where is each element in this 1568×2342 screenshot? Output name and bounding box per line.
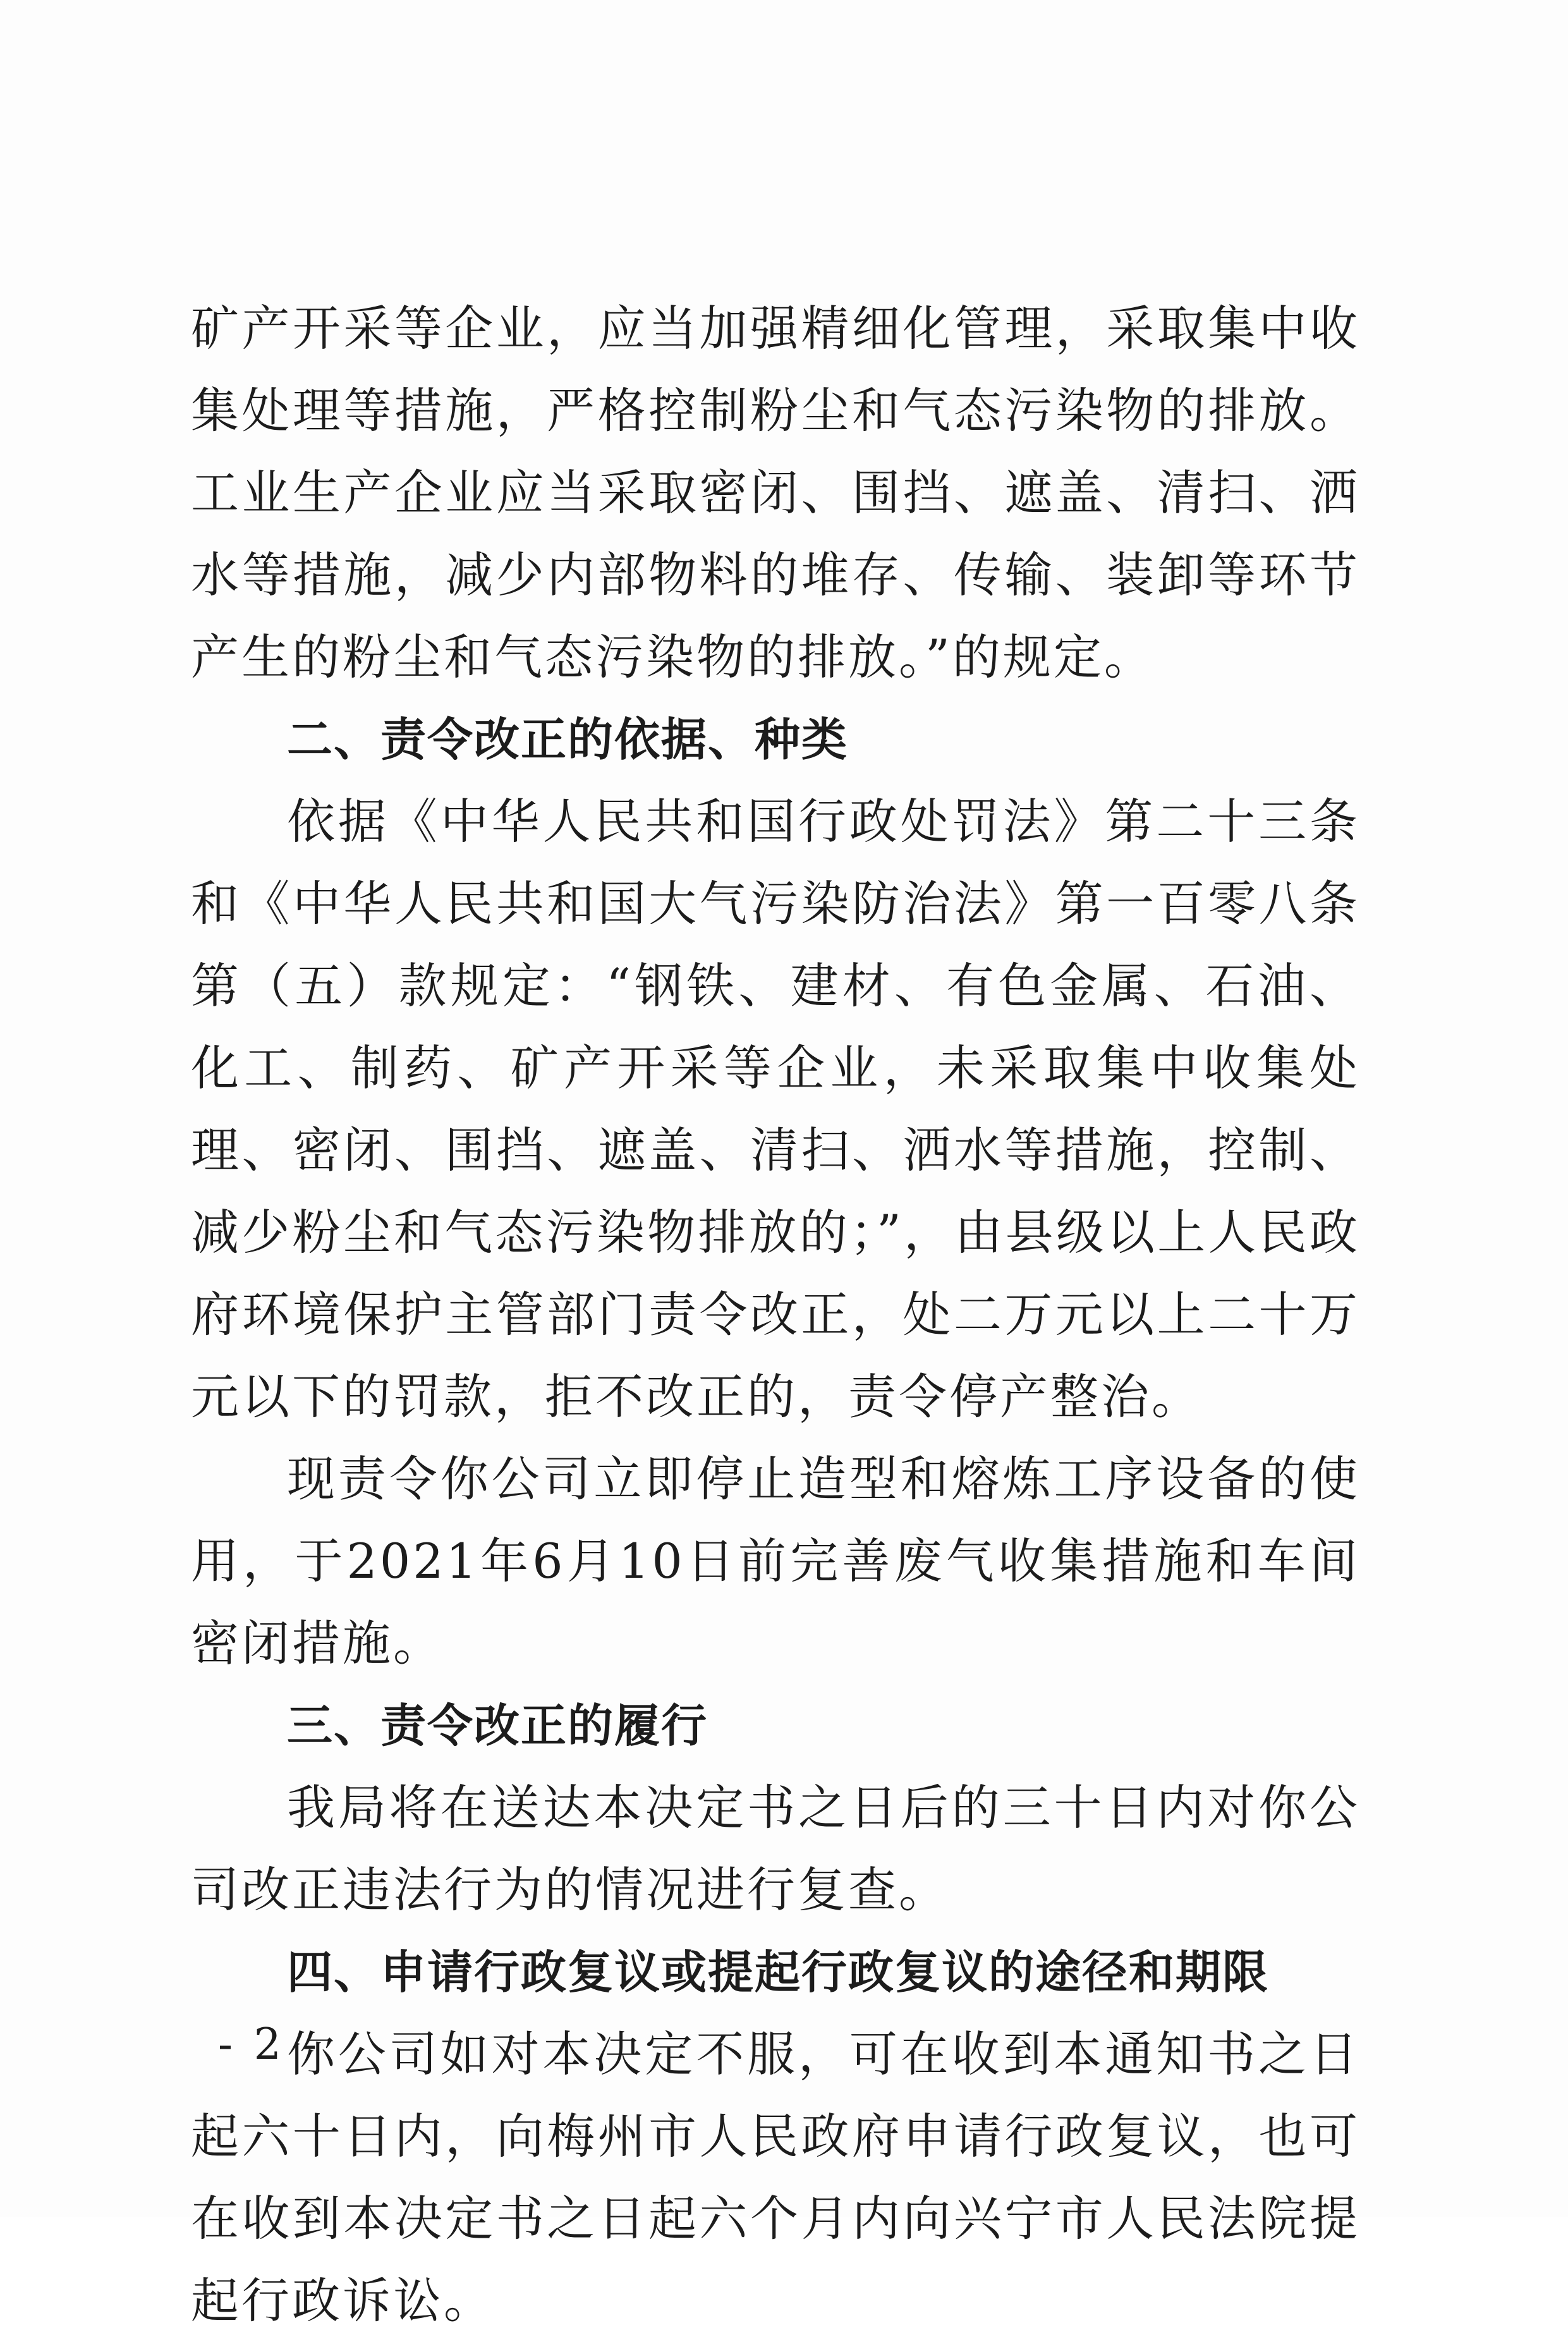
section-heading-3: 三、责令改正的履行 — [287, 1699, 708, 1752]
paragraph-continued: 矿产开采等企业，应当加强精细化管理，采取集中收集处理等措施，严格控制粉尘和气态污染物的排放。工业生产企业应当采取密闭、围挡、遮盖、清扫、洒水等措施，减少内部物料的堆存、传输、装卸等环节产生的粉尘和气态污染物的排放。”的规定。 — [191, 300, 1360, 685]
paragraph-order: 现责令你公司立即停止造型和熔炼工序设备的使用，于2021年6月10日前完善废气收集措施和车间密闭措施。 — [191, 1451, 1360, 1671]
paragraph-appeal: 你公司如对本决定不服，可在收到本通知书之日起六十日内，向梅州市人民政府申请行政复议，也可在收到本决定书之日起六个月内向兴宁市人民法院提起行政诉讼。 — [191, 2026, 1360, 2329]
paragraph-review: 我局将在送达本决定书之日后的三十日内对你公司改正违法行为的情况进行复查。 — [191, 1779, 1360, 1918]
section-heading-4: 四、申请行政复议或提起行政复议的途径和期限 — [287, 1946, 1270, 1999]
paragraph-legal-basis: 依据《中华人民共和国行政处罚法》第二十三条和《中华人民共和国大气污染防治法》第一百零八条第（五）款规定：“钢铁、建材、有色金属、石油、化工、制药、矿产开采等企业，未采取集中收集处理、密闭、围挡、遮盖、清扫、洒水等措施，控制、减少粉尘和气态污染物排放的；”，由县级以上人民政府环境保护主管部门责令改正，处二万元以上二十万元以下的罚款，拒不改正的，责令停产整治。 — [191, 793, 1360, 1425]
section-heading-2: 二、责令改正的依据、种类 — [287, 713, 849, 766]
page-number: - 2 - — [218, 2020, 321, 2070]
document-body — [191, 288, 1360, 2342]
